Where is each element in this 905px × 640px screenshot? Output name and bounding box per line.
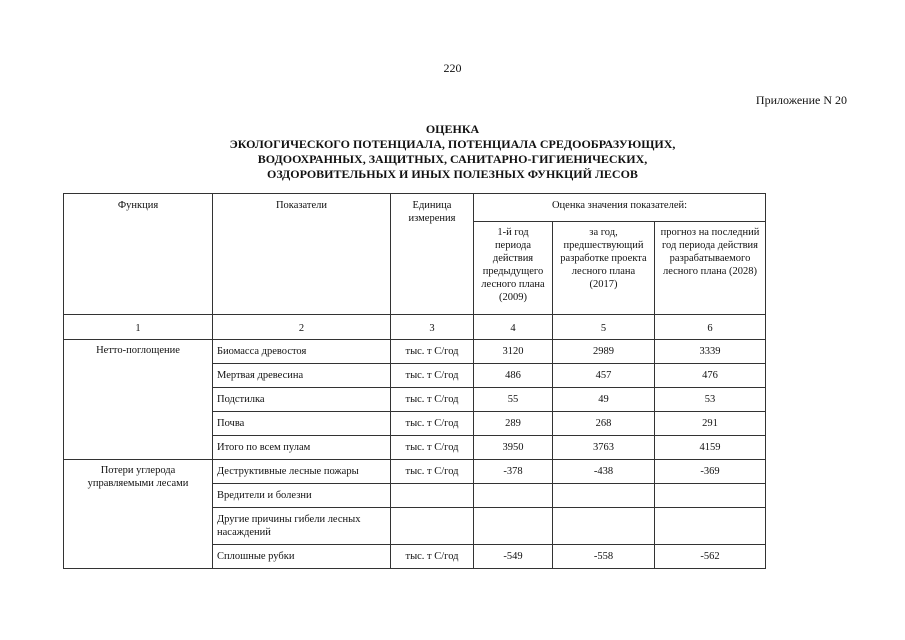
value-2028: 3339: [655, 340, 766, 364]
value-2009: 3120: [474, 340, 553, 364]
table-row: [64, 460, 766, 484]
header-year-2009: 1-й год периода действия предыдущего лесного плана (2009): [474, 222, 553, 315]
unit-cell: тыс. т С/год: [391, 388, 474, 412]
unit-cell: тыс. т С/год: [391, 460, 474, 484]
value-2028: [655, 484, 766, 508]
value-2028: 53: [655, 388, 766, 412]
column-number: 3: [391, 315, 474, 340]
indicator-cell: Биомасса древостоя: [213, 340, 391, 364]
function-cell: Нетто-поглощение: [64, 340, 213, 460]
value-2009: -549: [474, 545, 553, 569]
header-function: Функция: [64, 194, 213, 315]
header-year-2028: прогноз на последний год периода действия разрабатываемого лесного плана (2028): [655, 222, 766, 315]
value-2017: 268: [553, 412, 655, 436]
value-2028: 476: [655, 364, 766, 388]
value-2017: [553, 484, 655, 508]
value-2028: -562: [655, 545, 766, 569]
value-2028: [655, 508, 766, 545]
column-number: 2: [213, 315, 391, 340]
value-2009: [474, 484, 553, 508]
value-2017: 457: [553, 364, 655, 388]
column-number: 5: [553, 315, 655, 340]
appendix-label: Приложение N 20: [755, 93, 847, 107]
unit-cell: [391, 484, 474, 508]
value-2009: [474, 508, 553, 545]
unit-cell: тыс. т С/год: [391, 340, 474, 364]
title-line: ОЗДОРОВИТЕЛЬНЫХ И ИНЫХ ПОЛЕЗНЫХ ФУНКЦИЙ ЛЕСОВ: [267, 167, 638, 181]
unit-cell: тыс. т С/год: [391, 545, 474, 569]
value-2009: 55: [474, 388, 553, 412]
indicator-cell: Другие причины гибели лесных насаждений: [213, 508, 391, 545]
indicator-cell: Деструктивные лесные пожары: [213, 460, 391, 484]
value-2009: -378: [474, 460, 553, 484]
value-2009: 486: [474, 364, 553, 388]
assessment-table: [63, 193, 766, 569]
header-indicators: Показатели: [213, 194, 391, 315]
column-number: 4: [474, 315, 553, 340]
indicator-cell: Сплошные рубки: [213, 545, 391, 569]
value-2028: -369: [655, 460, 766, 484]
unit-cell: [391, 508, 474, 545]
document-title: [0, 122, 905, 182]
column-number: 6: [655, 315, 766, 340]
value-2028: 4159: [655, 436, 766, 460]
value-2017: -438: [553, 460, 655, 484]
page-number: 220: [443, 61, 462, 75]
unit-cell: тыс. т С/год: [391, 412, 474, 436]
title-line: ЭКОЛОГИЧЕСКОГО ПОТЕНЦИАЛА, ПОТЕНЦИАЛА СРЕДООБРАЗУЮЩИХ,: [229, 137, 676, 151]
header-assessment: Оценка значения показателей:: [474, 194, 766, 222]
indicator-cell: Мертвая древесина: [213, 364, 391, 388]
function-cell: Потери углерода управляемыми лесами: [64, 460, 213, 569]
unit-cell: тыс. т С/год: [391, 364, 474, 388]
value-2017: [553, 508, 655, 545]
title-line: ОЦЕНКА: [425, 122, 480, 136]
value-2017: 49: [553, 388, 655, 412]
indicator-cell: Почва: [213, 412, 391, 436]
value-2009: 3950: [474, 436, 553, 460]
value-2017: 3763: [553, 436, 655, 460]
table-row: [64, 340, 766, 364]
title-line: ВОДООХРАННЫХ, ЗАЩИТНЫХ, САНИТАРНО-ГИГИЕНИЧЕСКИХ,: [257, 152, 648, 166]
column-number: 1: [64, 315, 213, 340]
indicator-cell: Вредители и болезни: [213, 484, 391, 508]
value-2009: 289: [474, 412, 553, 436]
header-unit: Единица измерения: [391, 194, 474, 315]
unit-cell: тыс. т С/год: [391, 436, 474, 460]
indicator-cell: Подстилка: [213, 388, 391, 412]
value-2017: 2989: [553, 340, 655, 364]
header-year-2017: за год, предшествующий разработке проекта лесного плана (2017): [553, 222, 655, 315]
indicator-cell: Итого по всем пулам: [213, 436, 391, 460]
value-2028: 291: [655, 412, 766, 436]
value-2017: -558: [553, 545, 655, 569]
